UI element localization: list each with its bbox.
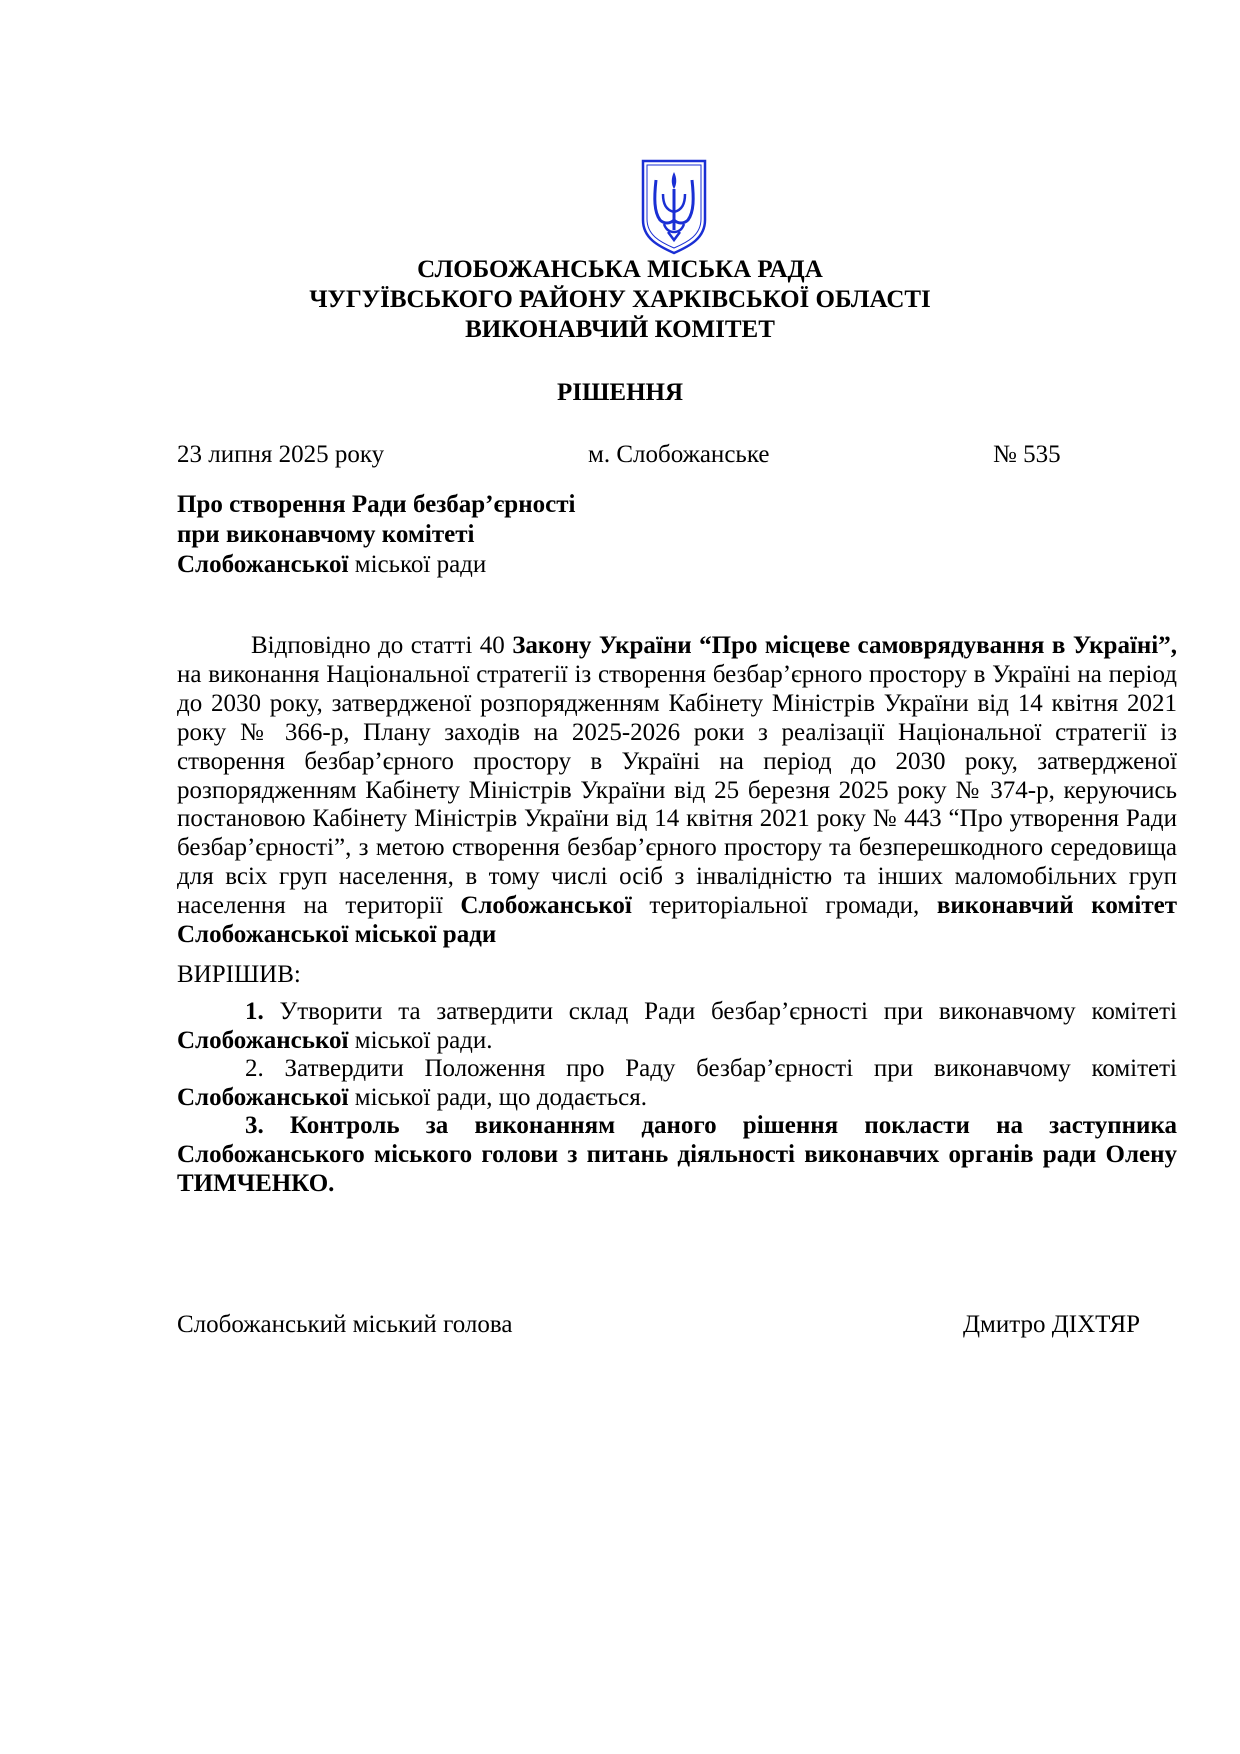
subject-line-2: при виконавчому комітеті: [177, 521, 475, 548]
preamble-committee: виконавчий комітет Слобожанської міської ради: [177, 892, 1177, 949]
preamble-community: Слобожанської: [460, 892, 632, 920]
preamble-law: Закону України “Про місцеве самоврядування в Україні”,: [512, 632, 1177, 659]
executive-committee: ВИКОНАВЧИЙ КОМІТЕТ: [465, 316, 775, 343]
decision-date: 23 липня 2025 року: [177, 441, 385, 468]
subject-line-3: [177, 550, 777, 580]
item-2-number: 2.: [245, 1055, 264, 1083]
trident-emblem-svg: [640, 158, 708, 256]
council-header: [0, 255, 1240, 345]
item-2-council: Слобожанської: [177, 1083, 349, 1111]
item-3-text: Контроль за виконанням даного рішення покласти на заступника Слобожанського міського голови з питань діяльності виконавчих органів ради Олену ТИМЧЕНКО.: [177, 1112, 1177, 1197]
decision-item-1: [177, 998, 1177, 1055]
item-2-text: Затвердити Положення про Раду безбар’єрності при виконавчому комітеті: [263, 1055, 1177, 1083]
decision-item-2: [177, 1055, 1177, 1112]
item-1-text: Утворити та затвердити склад Ради безбар’єрності при виконавчому комітеті: [263, 998, 1177, 1025]
decision-title: РІШЕННЯ: [556, 379, 684, 406]
item-2-tail: міської ради, що додається.: [348, 1083, 647, 1111]
council-name: СЛОБОЖАНСЬКА МІСЬКА РАДА: [417, 256, 823, 283]
item-1-council: Слобожанської: [177, 1026, 349, 1054]
decision-number: № 535: [993, 441, 1061, 468]
decision-city: м. Слобожанське: [588, 441, 770, 468]
decision-item-3: [177, 1112, 1177, 1198]
preamble-intro: Відповідно до статті 40: [251, 632, 513, 659]
item-1-number: 1.: [245, 998, 264, 1025]
signature-position: Слобожанський міський голова: [177, 1311, 513, 1338]
subject-council-name: Слобожанської: [177, 551, 349, 578]
decision-items: [177, 998, 1177, 1198]
preamble-paragraph: [177, 632, 1177, 950]
preamble-community-rest: територіальної громади,: [631, 892, 937, 920]
signature-name: Дмитро ДІХТЯР: [963, 1311, 1141, 1338]
item-1-tail: міської ради.: [348, 1026, 493, 1054]
item-3-number: 3.: [245, 1112, 264, 1140]
trident-emblem-icon: [640, 158, 708, 256]
decision-subject: [177, 490, 777, 580]
subject-line-1: Про створення Ради безбар’єрності: [177, 491, 576, 518]
district-region: ЧУГУЇВСЬКОГО РАЙОНУ ХАРКІВСЬКОЇ ОБЛАСТІ: [309, 286, 931, 313]
preamble-body: на виконання Національної стратегії із створення безбар’єрного простору в Україні на період до 2030 року, затвердженої розпорядженням Кабінету Міністрів України від 14 квітня 2021 року № 366-р, Плану заходів на 2025-2026 роки з реалізації Національної стратегії із створення безбар’єрного простору в Україні на період до 2030 року, затвердженої розпорядженням Кабінету Міністрів України від 25 березня 2025 року № 374-р, керуючись постановою Кабінету Міністрів України від 14 квітня 2021 року № 443 “Про утворення Ради безбар’єрності”, з метою створення безбар’єрного простору та безперешкодного середовища для всіх груп населення, в тому числі осіб з інвалідністю та інших маломобільних груп населення на території: [177, 660, 1177, 920]
subject-council-rest: міської ради: [348, 551, 487, 578]
resolved-label: ВИРІШИВ:: [177, 961, 301, 988]
